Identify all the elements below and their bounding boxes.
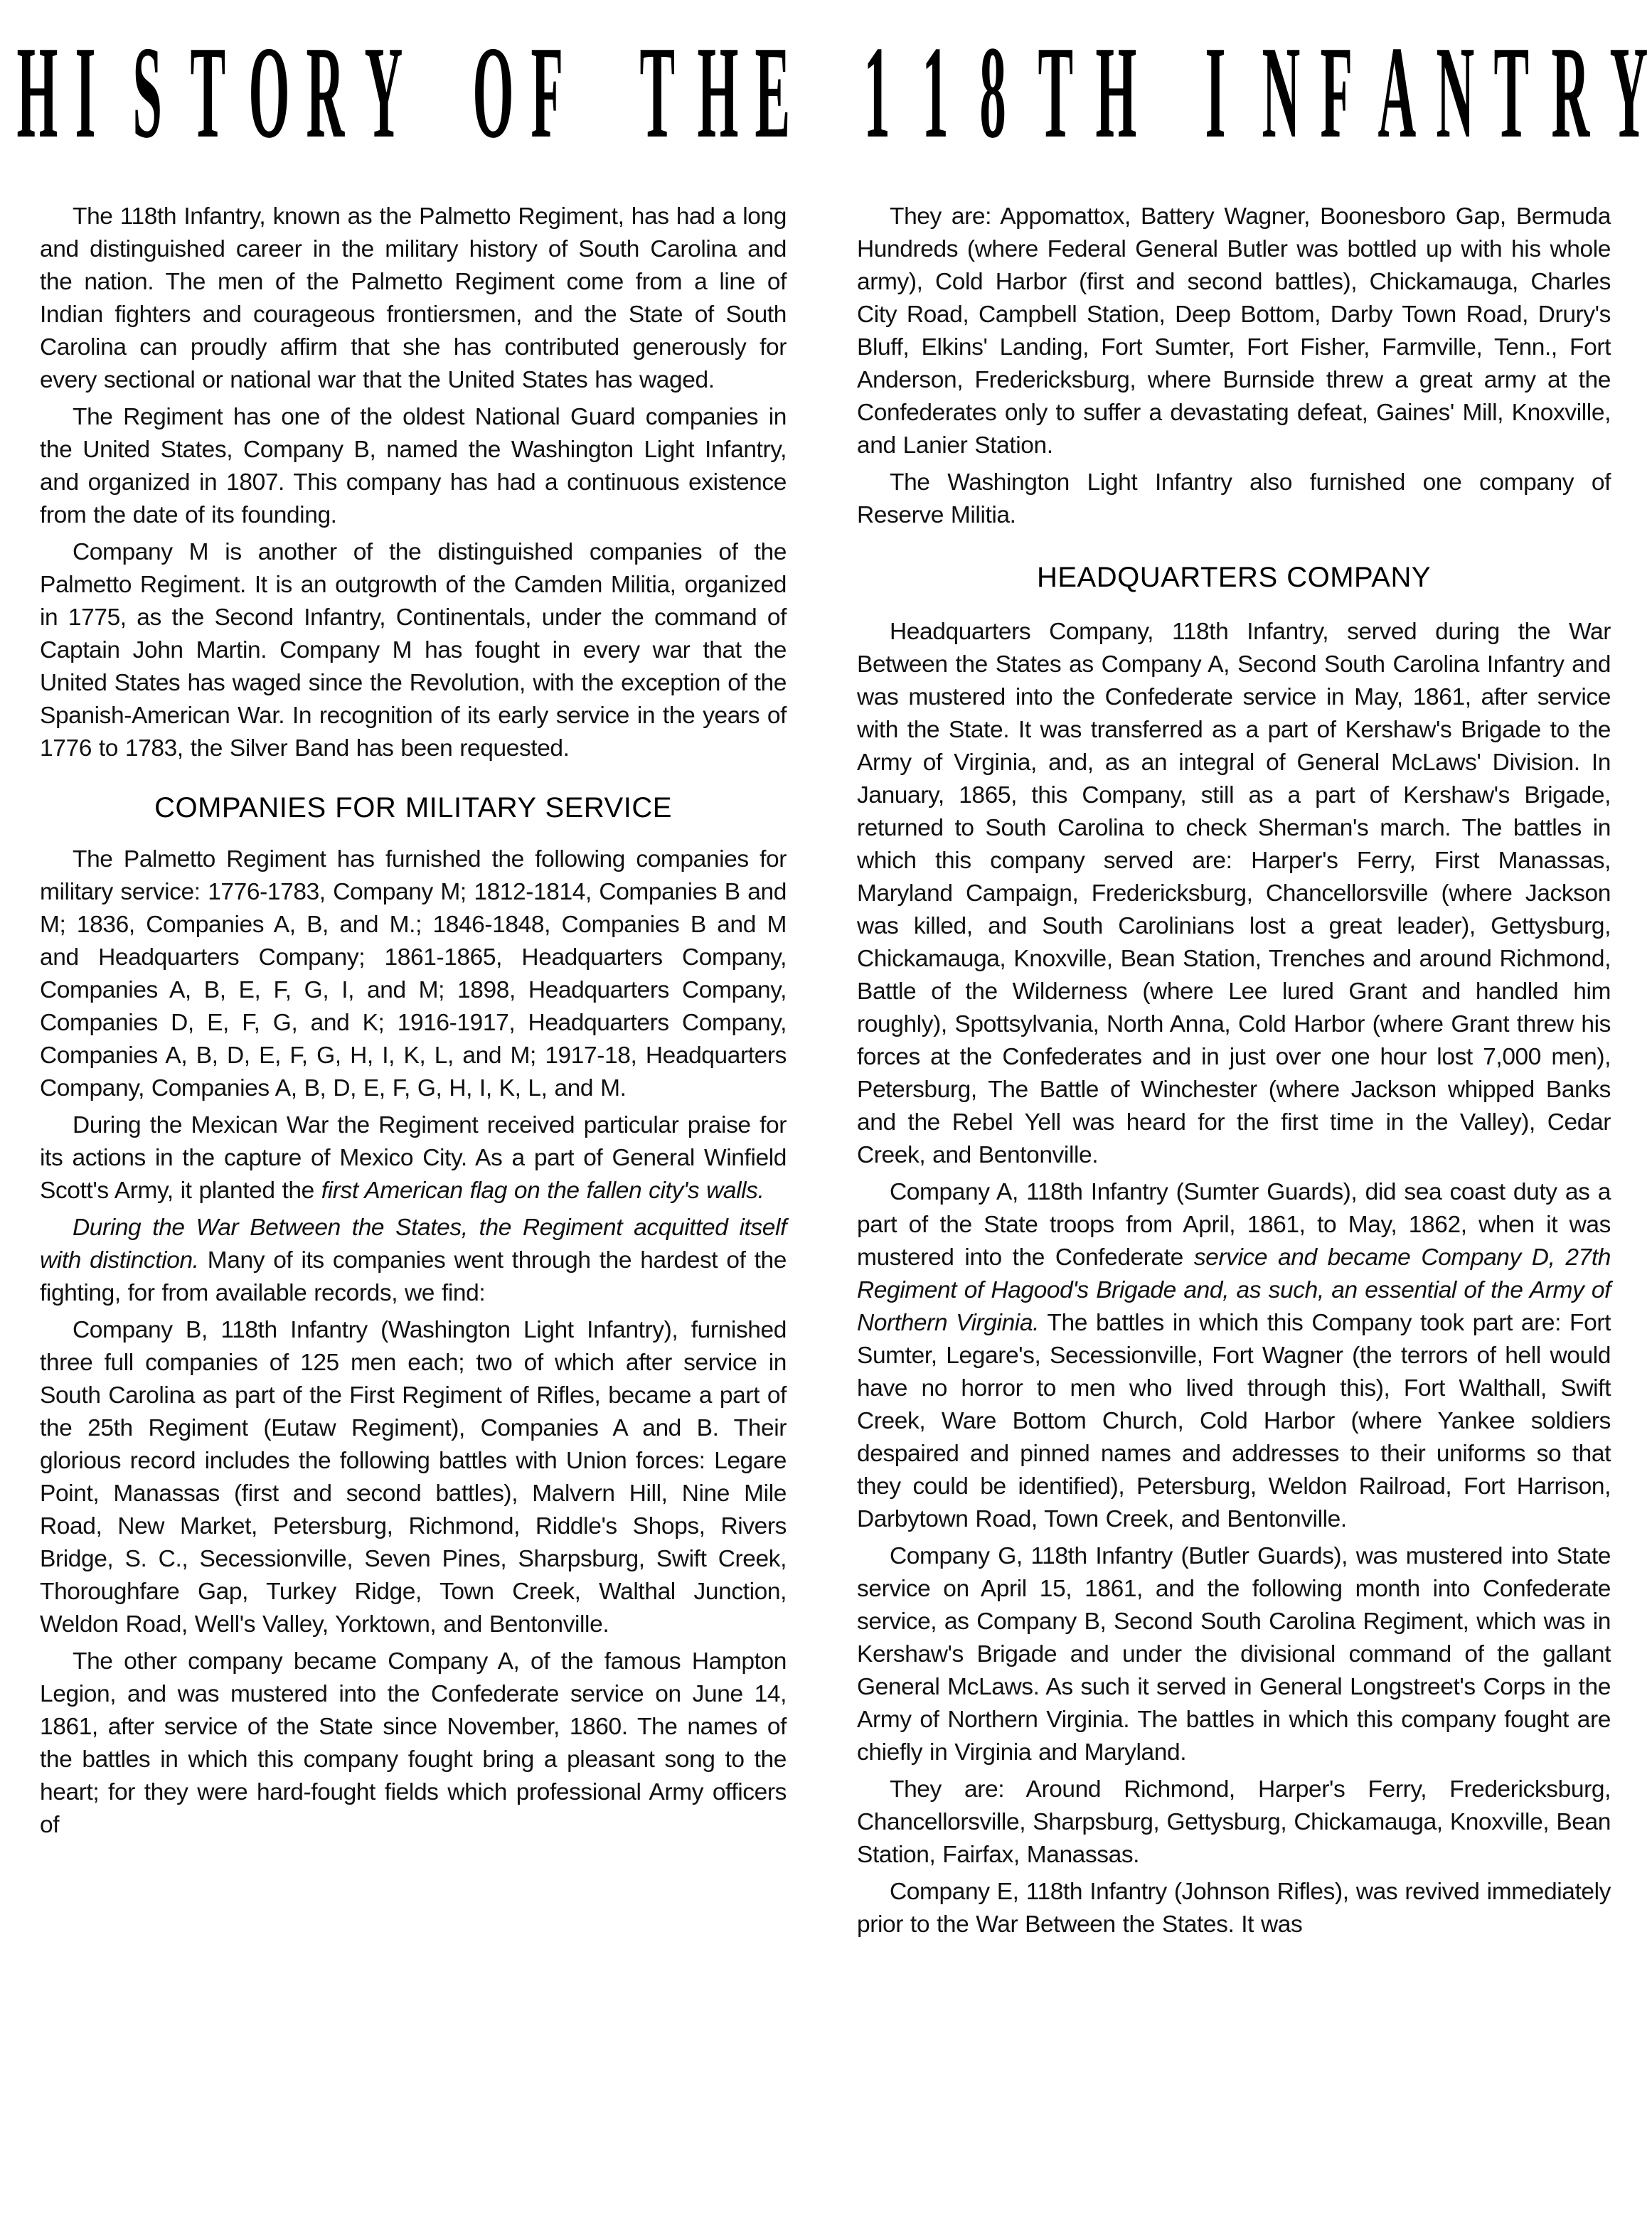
title-letter: T [639, 18, 675, 166]
title-letter: T [1493, 18, 1530, 166]
title-letter: I [1205, 18, 1226, 166]
battles-list-paragraph: They are: Appomattox, Battery Wagner, Boonesboro Gap, Bermuda Hundreds (where Federal General Butler was bottled up with his whole army), Cold Harbor (first and second battles), Chickamauga, Charles City Road, Campbell Station, Deep Bottom, Darby Town Road, Drury's Bluff, Elkins' Landing, Fort Sumter, Fort Fisher, Farmville, Tenn., Fort Anderson, Fredericksburg, where Burnside threw a great army at the Confederates only to suffer a devastating defeat, Gaines' Mill, Knoxville, and Lanier Station. [857, 203, 1611, 459]
companies-list-paragraph: The Palmetto Regiment has furnished the following companies for military service: 1776-1783, Company M; 1812-1814, Companies B and M; 1836, Companies A, B, and M.; 1846-1848, Companies B and M and Headquarters Company; 1861-1865, Headquarters Company, Companies A, B, E, F, G, I, and M; 1898, Headquarters Company, Companies D, E, F, G, and K; 1916-1917, Headquarters Company, Companies A, B, D, E, F, G, H, I, K, L, and M; 1917-18, Headquarters Company, Companies A, B, D, E, F, G, H, I, K, L, and M. [40, 846, 787, 1101]
mexican-war-text: During the Mexican War the Regiment received particular praise for its actions in the capture of Mexico City. As a part of General Winfield Scott's Army, it planted the [40, 1112, 787, 1204]
title-letter: H [697, 18, 739, 166]
title-letter: H [16, 18, 58, 166]
section-heading-headquarters: HEADQUARTERS COMPANY [1036, 562, 1432, 593]
title-letter: S [132, 18, 162, 166]
intro-paragraph-3: Company M is another of the distinguished companies of the Palmetto Regiment. It is an outgrowth of the Camden Militia, organized in 1775, as the Second Infantry, Continentals, under the command of Captain John Martin. Company M has fought in every war that the United States has waged since the Revolution, with the exception of the Spanish-American War. In recognition of its early service in the years of 1776 to 1783, the Silver Band has been requested. [40, 539, 787, 762]
mexican-war-italic-text: first American flag on the fallen city's walls. [321, 1178, 764, 1204]
title-letter: 1 [922, 18, 949, 166]
company-e-paragraph: Company E, 118th Infantry (Johnson Rifles), was revived immediately prior to the War Between the States. It was [857, 1879, 1611, 1938]
title-letter: 8 [979, 18, 1006, 166]
title-letter: A [1377, 18, 1417, 166]
company-g-paragraph: Company G, 118th Infantry (Butler Guards), was mustered into State service on April 15, 1861, and the following month into Confederate service, as Company B, Second South Carolina Regiment, which was in Kershaw's Brigade and under the divisional command of the gallant General McLaws. As such it served in General Longstreet's Corps in the Army of Northern Virginia. The battles in which this company fought are chiefly in Virginia and Maryland. [857, 1543, 1611, 1766]
hq-company-paragraph: Headquarters Company, 118th Infantry, served during the War Between the States as Company A, Second South Carolina Infantry and was mustered into the Confederate service in May, 1861, after service with the State. It was transferred as a part of Kershaw's Brigade to the Army of Virginia, and, as an integral of General McLaws' Division. In January, 1865, this Company, still as a part of Kershaw's Brigade, returned to South Carolina to check Sherman's march. The battles in which this company served are: Harper's Ferry, First Manassas, Maryland Campaign, Fredericksburg, Chancellorsville (where Jackson was killed, and South Carolinians lost a great leader), Gettysburg, Chickamauga, Knoxville, Bean Station, Trenches and around Richmond, Battle of the Wilderness (where Lee lured Grant and handled him roughly), Spottsylvania, North Anna, Cold Harbor (where Grant threw his forces at the Confederates and in just over one hour lost 7,000 men), Petersburg, The Battle of Winchester (where Jackson whipped Banks and the Rebel Yell was heard for the first time in the Valley), Cedar Creek, and Bentonville. [857, 619, 1611, 1168]
title-letter: N [1436, 18, 1474, 166]
title-letter: I [75, 18, 96, 166]
title-letter: H [1095, 18, 1137, 166]
company-a-text-2: The battles in which this Company took part are: Fort Sumter, Legare's, Secessionville, Fort Wagner (the terrors of hell would have no horror to men who lived through this), Fort Walthall, Swift Creek, Ware Bottom Church, Cold Harbor (where Yankee soldiers despaired and pinned names and addresses to their uniforms so that they could be identified), Petersburg, Weldon Railroad, Fort Harrison, Darbytown Road, Town Creek, and Bentonville. [857, 1310, 1611, 1532]
title-letter: R [306, 18, 345, 166]
intro-paragraph-1: The 118th Infantry, known as the Palmetto Regiment, has had a long and distinguished career in the military history of South Carolina and the nation. The men of the Palmetto Regiment come from a line of Indian fighters and courageous frontiersmen, and the State of South Carolina can proudly affirm that she has contributed generously for every sectional or national war that the United States has waged. [40, 203, 787, 393]
company-a-italic-text: service and became Company D, 27th Regiment of Hagood's Brigade and, as such, an essential of the Army of Northern Virginia. [857, 1244, 1611, 1336]
left-column [40, 201, 787, 1846]
company-a-text-1: Company A, 118th Infantry (Sumter Guards), did sea coast duty as a part of the State troops from April, 1861, to May, 1862, when it was mustered into the Confederate [857, 1179, 1611, 1271]
title-letter: R [1551, 18, 1590, 166]
company-a-sumter-paragraph [857, 1176, 1611, 1536]
company-g-battles-paragraph: They are: Around Richmond, Harper's Ferry, Fredericksburg, Chancellorsville, Sharpsburg, Gettysburg, Chickamauga, Knoxville, Bean Station, Fairfax, Manassas. [857, 1776, 1611, 1868]
title-letter: F [1320, 18, 1353, 166]
title-letter: O [472, 18, 514, 166]
title-letter: T [1038, 18, 1073, 166]
mexican-war-paragraph [40, 1109, 787, 1207]
title-letter: F [531, 18, 563, 166]
title-letter: E [755, 18, 791, 166]
reserve-militia-paragraph: The Washington Light Infantry also furnished one company of Reserve Militia. [857, 469, 1611, 528]
title-letter: Y [1609, 18, 1648, 166]
title-letter: T [190, 18, 226, 166]
war-between-states-text: Many of its companies went through the hardest of the fighting, for from available records, we find: [40, 1247, 787, 1306]
title-letter: O [248, 18, 290, 166]
right-column [857, 201, 1611, 1946]
title-letter: Y [364, 18, 403, 166]
war-between-states-paragraph [40, 1212, 787, 1310]
title-letter: N [1262, 18, 1301, 166]
page-title [10, 18, 1648, 166]
company-b-paragraph: Company B, 118th Infantry (Washington Light Infantry), furnished three full companies of 125 men each; two of which after service in South Carolina as part of the First Regiment of Rifles, became a part of the 25th Regiment (Eutaw Regiment), Companies A and B. Their glorious record includes the following battles with Union forces: Legare Point, Manassas (first and second battles), Malvern Hill, Nine Mile Road, New Market, Petersburg, Richmond, Riddle's Shops, Rivers Bridge, S. C., Secessionville, Seven Pines, Sharpsburg, Swift Creek, Thoroughfare Gap, Turkey Ridge, Town Creek, Walthal Junction, Weldon Road, Well's Valley, Yorktown, and Bentonville. [40, 1317, 787, 1638]
company-a-hampton-paragraph: The other company became Company A, of the famous Hampton Legion, and was mustered into the Confederate service on June 14, 1861, after service of the State since November, 1860. The names of the battles in which this company fought bring a pleasant song to the heart; for they were hard-fought fields which professional Army officers of [40, 1648, 787, 1838]
war-between-states-italic-text: During the War Between the States, the Regiment acquitted itself with distinction. [40, 1215, 787, 1274]
intro-paragraph-2: The Regiment has one of the oldest National Guard companies in the United States, Company B, named the Washington Light Infantry, and organized in 1807. This company has had a continuous existence from the date of its founding. [40, 404, 787, 528]
title-letter: 1 [863, 18, 891, 166]
section-heading-companies: COMPANIES FOR MILITARY SERVICE [154, 792, 672, 823]
